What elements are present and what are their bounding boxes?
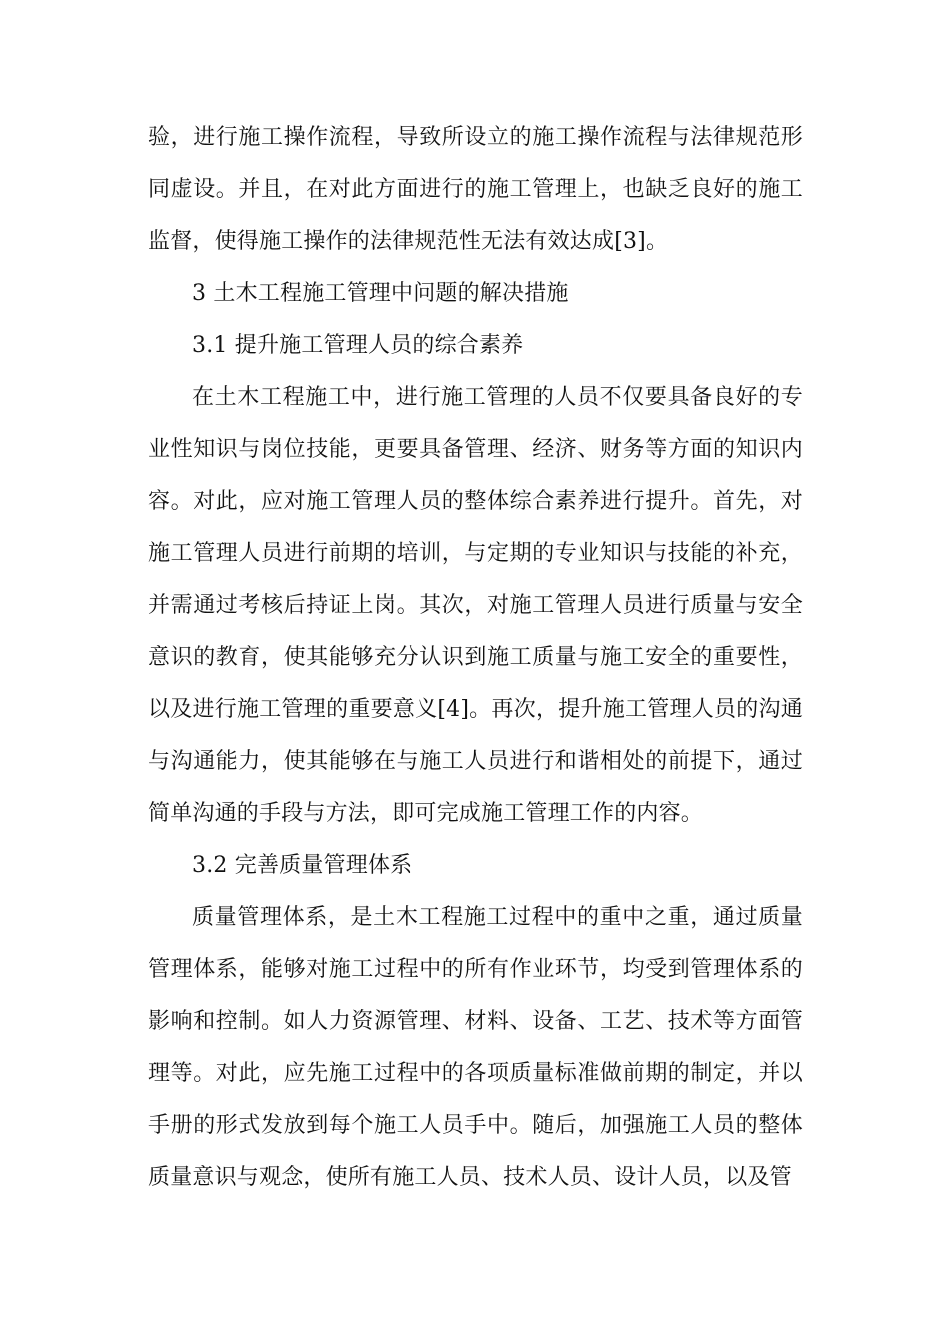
document-body <box>148 112 803 1204</box>
subsection-heading-3-1: 3.1 提升施工管理人员的综合素养 <box>192 333 524 358</box>
subsection-heading-3-2: 3.2 完善质量管理体系 <box>192 853 413 878</box>
section-heading-3: 3 土木工程施工管理中问题的解决措施 <box>192 281 569 306</box>
paragraph-management-quality: 在土木工程施工中，进行施工管理的人员不仅要具备良好的专业性知识与岗位技能，更要具备管理、经济、财务等方面的知识内容。对此，应对施工管理人员的整体综合素养进行提升。首先，对施工管理人员进行前期的培训，与定期的专业知识与技能的补充，并需通过考核后持证上岗。其次，对施工管理人员进行质量与安全意识的教育，使其能够充分认识到施工质量与施工安全的重要性，以及进行施工管理的重要意义[4]。再次，提升施工管理人员的沟通与沟通能力，使其能够在与施工人员进行和谐相处的前提下，通过简单沟通的手段与方法，即可完成施工管理工作的内容。 <box>148 385 803 826</box>
paragraph-continuation: 验，进行施工操作流程，导致所设立的施工操作流程与法律规范形同虚设。并且，在对此方面进行的施工管理上，也缺乏良好的施工监督，使得施工操作的法律规范性无法有效达成[3]。 <box>148 125 803 254</box>
paragraph-quality-system: 质量管理体系，是土木工程施工过程中的重中之重，通过质量管理体系，能够对施工过程中的所有作业环节，均受到管理体系的影响和控制。如人力资源管理、材料、设备、工艺、技术等方面管理等。对此，应先施工过程中的各项质量标准做前期的制定，并以手册的形式发放到每个施工人员手中。随后，加强施工人员的整体质量意识与观念，使所有施工人员、技术人员、设计人员，以及管 <box>148 905 803 1190</box>
